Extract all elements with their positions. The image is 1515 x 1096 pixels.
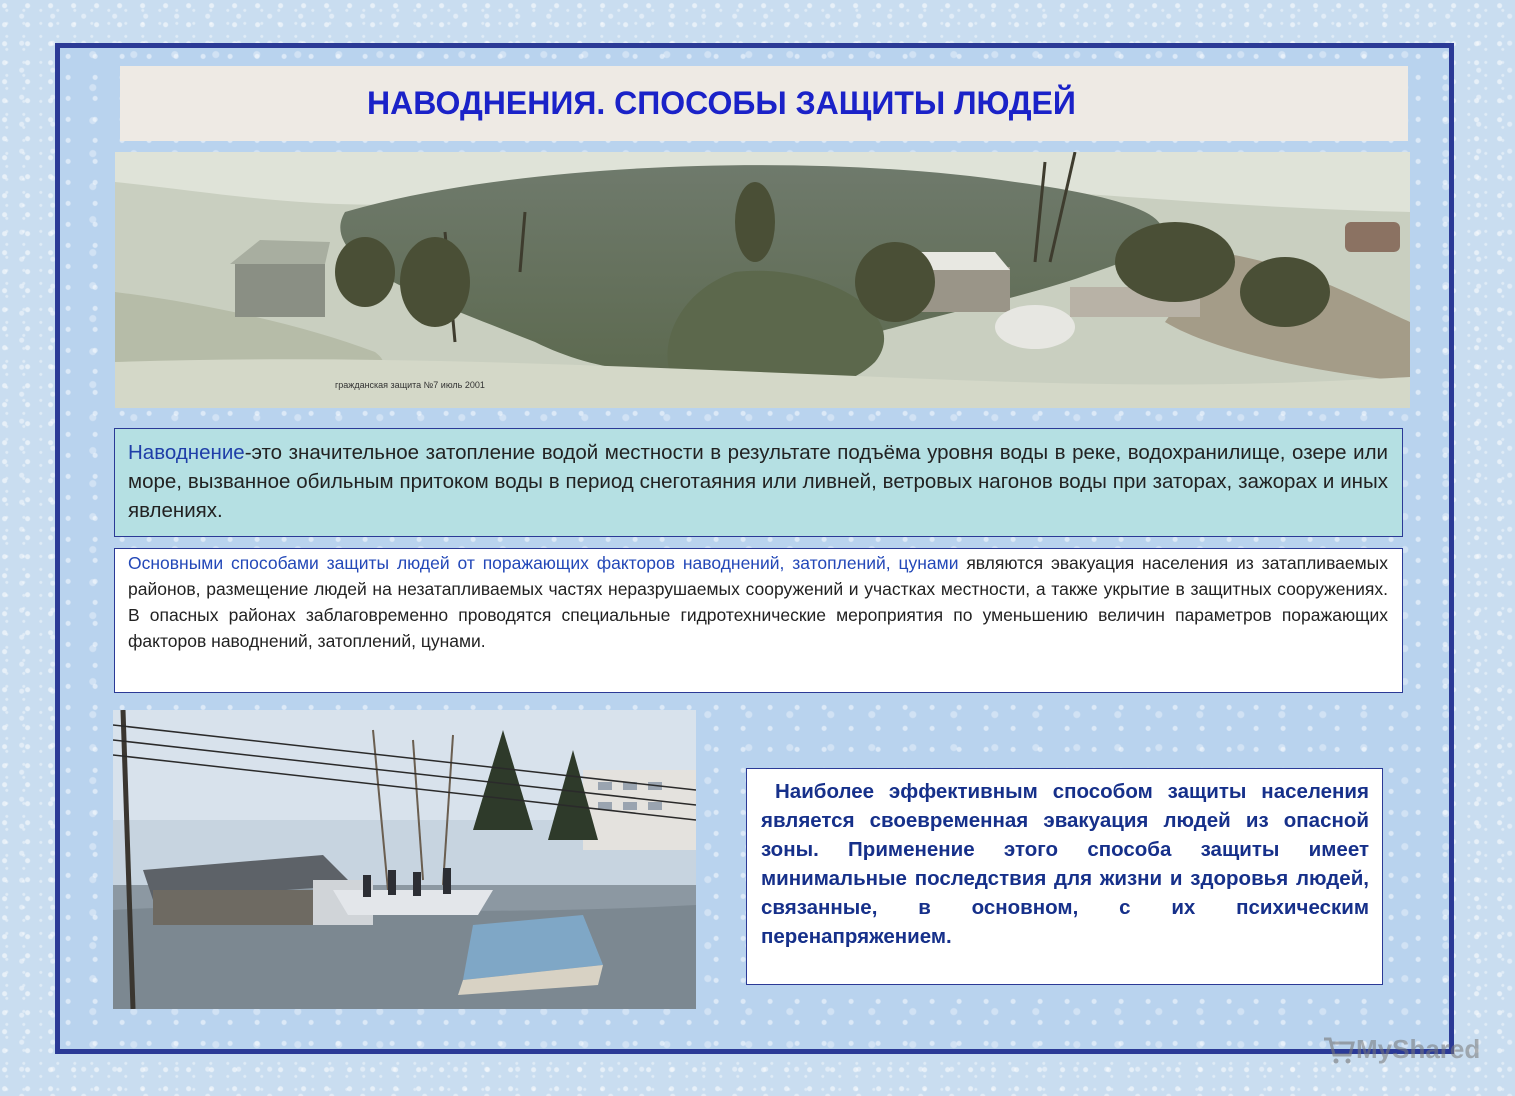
evacuation-boat-photo — [113, 710, 696, 1009]
effective-text: Наиболее эффективным способом защиты населения является своевременная эвакуация людей из опасной зоны. Применение этого способа защиты имеет минимальные последствия для жизни и здоровья людей, связанные, в основном, с их психическим перенапряжением. — [761, 780, 1369, 948]
effective-method-box — [746, 768, 1383, 985]
watermark-text: MyShared — [1356, 1034, 1481, 1064]
flood-aerial-photo — [115, 152, 1410, 408]
definition-box — [114, 428, 1403, 537]
methods-box — [114, 548, 1403, 693]
watermark — [1322, 1034, 1480, 1065]
photo-caption: гражданская защита №7 июль 2001 — [335, 380, 485, 390]
cart-icon — [1322, 1035, 1356, 1065]
definition-text: -это значительное затопление водой местности в результате подъёма уровня воды в реке, водохранилище, озере или море, вызванное обильным притоком воды в период снеготаяния или ливней, ветровых нагонов воды при заторах, зажорах и иных явлениях. — [128, 441, 1388, 522]
definition-term: Наводнение — [128, 441, 245, 464]
methods-lead: Основными способами защиты людей от поражающих факторов наводнений, затоплений, цунами — [128, 553, 959, 573]
methods-text: являются эвакуация населения из затапливаемых районов, размещение людей на незатапливаемых частях неразрушаемых сооружений и участках местности, а также укрытие в защитных сооружениях. В опасных районах заблаговременно проводятся специальные гидротехнические мероприятия по уменьшению величин параметров поражающих факторов наводнений, затоплений, цунами. — [128, 553, 1388, 651]
page-title: НАВОДНЕНИЯ. СПОСОБЫ ЗАЩИТЫ ЛЮДЕЙ — [367, 85, 1076, 121]
